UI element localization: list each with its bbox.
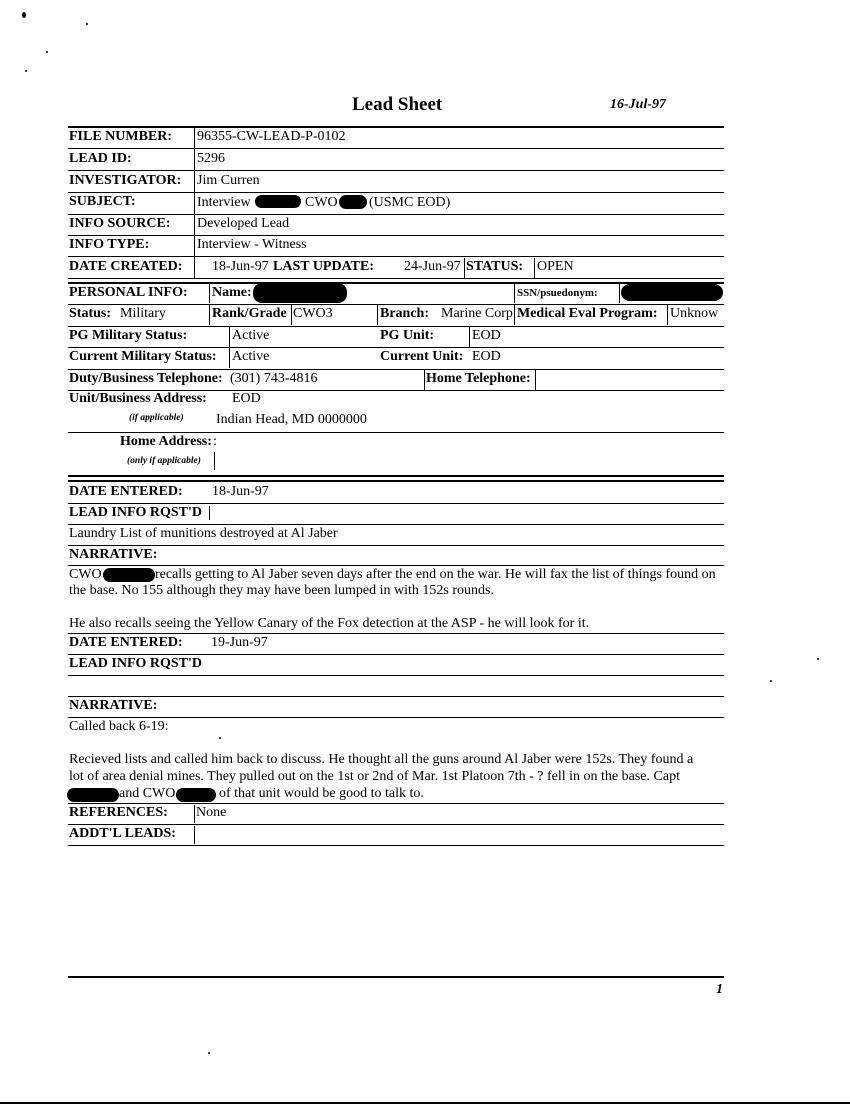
references-value: None	[196, 805, 227, 820]
file-number-value: 96355-CW-LEAD-P-0102	[197, 129, 346, 144]
info-source-value: Developed Lead	[197, 216, 290, 231]
pg-unit-value: EOD	[472, 328, 501, 343]
rule	[68, 326, 724, 327]
addtl-leads-label: ADDT'L LEADS:	[69, 826, 176, 841]
subject-value-a: Interview	[197, 195, 251, 210]
subject-value-c: (USMC EOD)	[369, 195, 451, 210]
pg-unit-divider	[469, 327, 470, 347]
info-type-label: INFO TYPE:	[69, 237, 150, 252]
home-tel-label: Home Telephone:	[426, 371, 531, 386]
entry1-date-value: 18-Jun-97	[212, 484, 269, 499]
unit-addr-label: Unit/Business Address:	[69, 391, 207, 406]
rule	[68, 170, 724, 171]
redaction-mark	[176, 788, 216, 802]
ssn-value-divider	[619, 283, 620, 303]
entry1-rqst-value: Laundry List of munitions destroyed at Al Jaber	[69, 526, 338, 541]
name-label: Name:	[212, 285, 252, 300]
status-label: STATUS:	[466, 259, 524, 274]
rank-value-divider	[291, 305, 292, 325]
references-label: REFERENCES:	[69, 805, 168, 820]
report-date: 16-Jul-97	[610, 97, 666, 112]
rank-label: Rank/Grade	[212, 306, 287, 321]
section-rule	[68, 475, 724, 477]
rule	[68, 235, 724, 236]
rule	[68, 192, 724, 193]
home-addr-divider	[214, 452, 215, 470]
scan-speck	[219, 737, 221, 739]
status-divider	[464, 258, 465, 278]
pg-mil-divider	[229, 327, 230, 347]
rule	[68, 565, 724, 566]
med-divider	[514, 305, 515, 325]
branch-divider	[377, 305, 378, 325]
section-rule	[68, 480, 724, 482]
entry1-narr-line-3: He also recalls seeing the Yellow Canary of the Fox detection at the ASP - he will look for it.	[69, 616, 590, 631]
rule	[68, 503, 724, 504]
pg-unit-label: PG Unit:	[380, 328, 435, 343]
scan-speck	[25, 70, 27, 72]
entry2-narr-line-3: lot of area denial mines. They pulled out on the 1st or 2nd of Mar. 1st Platoon 7th - ? fell in on the base. Capt	[69, 769, 680, 784]
rule	[68, 214, 724, 215]
home-tel-divider	[424, 370, 425, 390]
entry1-narr-line-1: recalls getting to Al Jaber seven days after the end on the war. He will fax the list of things found on	[155, 567, 716, 582]
rank-value: CWO3	[293, 306, 333, 321]
page-title: Lead Sheet	[352, 94, 443, 115]
home-addr-value: :	[213, 434, 217, 449]
duty-tel-value: (301) 743-4816	[230, 371, 318, 386]
entry2-narr-line-4a: and CWO	[119, 786, 176, 801]
last-update-value: 24-Jun-97	[404, 259, 461, 274]
scan-speck	[208, 1052, 210, 1054]
name-divider	[209, 283, 210, 303]
subject-label: SUBJECT:	[69, 194, 136, 209]
date-created-label: DATE CREATED:	[69, 259, 183, 274]
redaction-mark	[339, 195, 367, 209]
rule	[68, 675, 724, 676]
med-value-divider	[667, 305, 668, 325]
entry1-narr-label: NARRATIVE:	[69, 547, 158, 562]
pg-mil-value: Active	[232, 328, 270, 343]
date-created-value: 18-Jun-97	[212, 259, 269, 274]
rqst-divider	[209, 506, 210, 520]
cur-unit-label: Current Unit:	[380, 349, 464, 364]
lead-id-value: 5296	[197, 151, 225, 166]
redaction-mark	[103, 568, 155, 582]
home-addr-label: Home Address:	[120, 434, 212, 449]
rule	[68, 278, 724, 279]
rule	[68, 524, 724, 525]
entry2-narr-label: NARRATIVE:	[69, 698, 158, 713]
entry2-rqst-label: LEAD INFO RQST'D	[69, 656, 203, 671]
duty-tel-label: Duty/Business Telephone:	[69, 371, 223, 386]
redaction-mark	[253, 283, 347, 303]
rule	[68, 545, 724, 546]
references-divider	[194, 805, 195, 823]
scan-speck	[86, 23, 88, 25]
cur-mil-label: Current Military Status:	[69, 349, 217, 364]
cur-mil-value: Active	[232, 349, 270, 364]
investigator-value: Jim Curren	[197, 173, 260, 188]
rule	[68, 256, 724, 257]
pg-mil-label: PG Military Status:	[69, 328, 188, 343]
redaction-mark	[67, 788, 119, 802]
page-number: 1	[716, 982, 723, 997]
med-eval-label: Medical Eval Program:	[517, 306, 658, 321]
rule	[68, 304, 724, 305]
med-eval-value: Unknow	[670, 306, 719, 321]
rule	[68, 654, 724, 655]
scan-speck	[817, 658, 819, 660]
page-bottom-rule	[0, 1102, 850, 1104]
rule	[68, 845, 724, 846]
rule	[68, 633, 724, 634]
rule	[68, 824, 724, 825]
addtl-divider	[194, 826, 195, 844]
branch-label: Branch:	[380, 306, 429, 321]
redaction-mark	[621, 284, 723, 301]
rule	[68, 803, 724, 804]
cur-mil-divider	[229, 348, 230, 368]
subject-value-b: CWO	[305, 195, 338, 210]
entry1-narr-line-2: the base. No 155 although they may have been lumped in with 152s rounds.	[69, 583, 494, 598]
status-value: OPEN	[537, 259, 574, 274]
scan-speck	[770, 680, 772, 682]
investigator-label: INVESTIGATOR:	[69, 173, 182, 188]
lead-id-label: LEAD ID:	[69, 151, 132, 166]
rule	[68, 717, 724, 718]
top-rule	[68, 126, 724, 128]
if-applicable-note: (if applicable)	[129, 413, 184, 423]
entry2-narr-line-2: Recieved lists and called him back to discuss. He thought all the guns around Al Jaber were 152s. They found a	[69, 752, 694, 767]
entry2-date-label: DATE ENTERED:	[69, 635, 183, 650]
scan-speck	[46, 51, 48, 53]
rule	[68, 347, 724, 348]
info-type-value: Interview - Witness	[197, 237, 307, 252]
entry1-narr-prefix: CWO	[69, 567, 102, 582]
cur-unit-value: EOD	[472, 349, 501, 364]
entry2-narr-line-1: Called back 6-19:	[69, 719, 169, 734]
redaction-mark	[255, 195, 301, 208]
mil-status-value: Military	[120, 306, 166, 321]
only-if-applicable-note: (only if applicable)	[127, 456, 201, 466]
file-number-label: FILE NUMBER:	[69, 129, 173, 144]
unit-addr-line-2: Indian Head, MD 0000000	[216, 412, 367, 427]
rule	[68, 369, 724, 370]
entry1-rqst-label: LEAD INFO RQST'D	[69, 505, 203, 520]
entry1-date-label: DATE ENTERED:	[69, 484, 183, 499]
branch-value: Marine Corp	[441, 306, 513, 321]
mil-status-label: Status:	[69, 306, 112, 321]
info-source-label: INFO SOURCE:	[69, 216, 171, 231]
rule	[68, 696, 724, 697]
home-tel-value-divider	[535, 370, 536, 390]
scan-speck	[22, 12, 26, 18]
ssn-label: SSN/psuedonym:	[517, 287, 598, 299]
last-update-label: LAST UPDATE:	[273, 259, 375, 274]
unit-addr-line-1: EOD	[232, 391, 261, 406]
rule	[68, 148, 724, 149]
footer-rule	[68, 976, 724, 978]
status-value-divider	[534, 258, 535, 278]
entry2-date-value: 19-Jun-97	[211, 635, 268, 650]
ssn-divider	[514, 283, 515, 303]
rank-divider	[209, 305, 210, 325]
rule	[68, 432, 724, 433]
personal-info-label: PERSONAL INFO:	[69, 285, 188, 300]
entry2-narr-line-4b: of that unit would be good to talk to.	[219, 786, 424, 801]
